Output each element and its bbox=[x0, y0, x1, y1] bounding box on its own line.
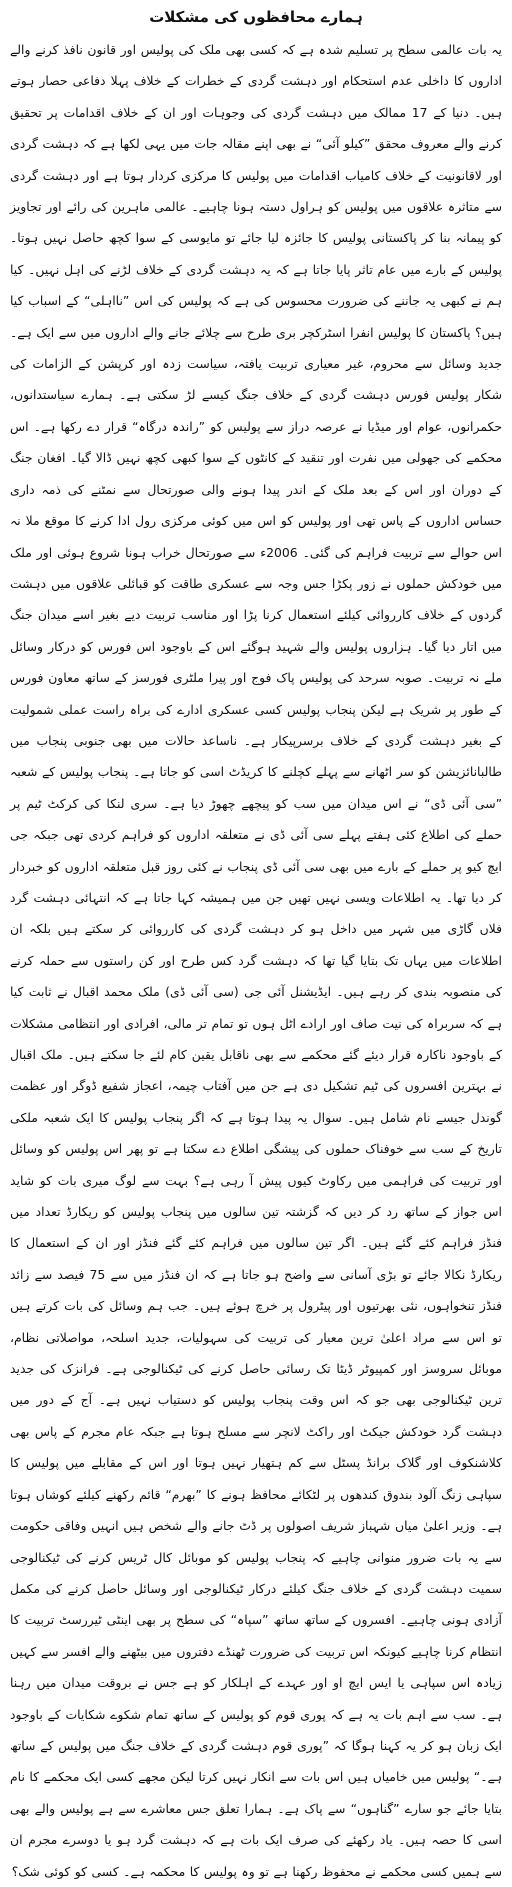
article-body: یہ بات عالمی سطح پر تسلیم شدہ ہے کہ کسی بھی ملک کی پولیس اور قانون نافذ کرنے والے اداروں کا داخلی عدم استحکام اور دہشت گردی کے خطرات کے خلاف پہلا دفاعی حصار ہوتے ہیں۔ دنیا کے 17 ممالک میں دہشت گردی کی وجوہات اور ان کے خلاف اقدامات پر تحقیق کرنے والے معروف محقق ”کیلو آئی“ نے بھی اپنے مقالہ جات میں یہی لکھا ہے کہ دہشت گردی اور لاقانونیت کے خلاف کامیاب اقدامات میں پولیس کا مرکزی کردار ہوتا ہے اور دہشت گردی سے متاثرہ علاقوں میں پولیس کو ہراول دستہ ہونا چاہیے۔ عالمی ماہرین کی رائے اور تجاویز کو پیمانہ بنا کر پاکستانی پولیس کا جائزہ لیا جائے تو مایوسی کے سوا کچھ حاصل نہیں ہوتا۔ پولیس کے بارے میں عام تاثر پایا جاتا ہے کہ یہ دہشت گردی کے خلاف لڑنے کی اہل نہیں۔ کیا ہم نے کبھی یہ جاننے کی ضرورت محسوس کی ہے کہ پولیس کی اس ”نااہلی“ کے اسباب کیا ہیں؟ پاکستان کا پولیس انفرا اسٹرکچر بری طرح سے چلائے جانے والے اداروں میں سے ایک ہے۔ جدید وسائل سے محروم، غیر معیاری تربیت یافتہ، سیاست زدہ اور کرپشن کے الزامات کی شکار پولیس فورس دہشت گردی کے خلاف جنگ کیسے لڑ سکتی ہے۔ ہمارے سیاستدانوں، حکمرانوں، عوام اور میڈیا نے عرصہ دراز سے پولیس کو ”راندہ درگاہ“ قرار دے رکھا ہے۔ اس محکمے کی جھولی میں نفرت اور تنقید کے کانٹوں کے سوا کبھی کچھ نہیں ڈالا گیا۔ افغان جنگ کے دوران اور اس کے بعد ملک کے اندر پیدا ہونے والی صورتحال سے نمٹنے کی ذمہ داری حساس اداروں کے پاس تھی اور پولیس کو اس میں کوئی مرکزی رول ادا کرنے کا موقع ملا نہ اس حوالے سے تربیت فراہم کی گئی۔ 2006ء سے صورتحال خراب ہونا شروع ہوئی اور ملک میں خودکش حملوں نے زور پکڑا جس وجہ سے عسکری طاقت کو قبائلی علاقوں میں دہشت گردوں کے خلاف کارروائی کیلئے استعمال کرنا پڑا اور مناسب تربیت دیے بغیر اسے میدان جنگ میں اتار دیا گیا۔ ہزاروں پولیس والے شہید ہوگئے اس کے باوجود اس فورس کو درکار وسائل ملے نہ تربیت۔ صوبہ سرحد کی پولیس پاک فوج اور پیرا ملٹری فورسز کے ساتھ معاون فورس کے طور پر شریک ہے لیکن پنجاب پولیس کسی عسکری ادارے کی براہ راست عملی شمولیت کے بغیر دہشت گردی کے خلاف برسرپیکار ہے۔ ناساعد حالات میں بھی جنوبی پنجاب میں طالبانائزیشن کو سر اٹھانے سے پہلے کچلنے کا کریڈٹ اسی کو جاتا ہے۔ پنجاب پولیس کے شعبہ ”سی آئی ڈی“ نے اس میدان میں سب کو پیچھے چھوڑ دیا ہے۔ سری لنکا کی کرکٹ ٹیم پر حملے کی اطلاع کئی ہفتے پہلے سی آئی ڈی نے متعلقہ اداروں کو فراہم کردی تھی جبکہ جی ایچ کیو پر حملے کے بارے میں بھی سی آئی ڈی پنجاب نے کئی روز قبل متعلقہ اداروں کو خبردار کر دیا تھا۔ یہ اطلاعات ویسی نہیں تھیں جن میں ہمیشہ کہا جاتا ہے کہ انتہائی دہشت گرد فلاں گاڑی میں شہر میں داخل ہو کر دہشت گردی کی کارروائی کر سکتے ہیں بلکہ ان اطلاعات میں یہاں تک بتایا گیا تھا کہ دہشت گرد کس طرح اور کن راستوں سے حملہ کرنے کی منصوبہ بندی کر رہے ہیں۔ ایڈیشنل آئی جی (سی آئی ڈی) ملک محمد اقبال نے ثابت کیا ہے کہ سربراہ کی نیت صاف اور ارادے اٹل ہوں تو تمام تر مالی، افرادی اور انتظامی مشکلات کے باوجود ناکارہ قرار دیئے گئے محکمے سے بھی ناقابل یقین کام لئے جا سکتے ہیں۔ ملک اقبال نے بہترین افسروں کی ٹیم تشکیل دی ہے جن میں آفتاب چیمہ، اعجاز شفیع ڈوگر اور عظمت گوندل جیسے نام شامل ہیں۔ سوال یہ پیدا ہوتا ہے کہ اگر پنجاب پولیس کا ایک شعبہ ملکی تاریخ کے سب سے خوفناک حملوں کی پیشگی اطلاع دے سکتا ہے تو پھر اس پولیس کو وسائل اور تربیت کی فراہمی میں رکاوٹ کیوں پیش آ رہی ہے؟ بہت سے لوگ میری بات کو شاید اس جواز کے ساتھ رد کر دیں کہ گزشتہ تین سالوں میں پنجاب پولیس کو ریکارڈ تعداد میں فنڈز فراہم کئے گئے ہیں۔ اگر تین سالوں میں فراہم کئے گئے فنڈز اور ان کے استعمال کا ریکارڈ نکالا جائے تو بڑی آسانی سے واضح ہو جاتا ہے کہ ان فنڈز میں سے 75 فیصد سے زائد فنڈز تنخواہوں، نئی بھرتیوں اور پیٹرول پر خرچ ہوئے ہیں۔ جب ہم وسائل کی بات کرتے ہیں تو اس سے مراد اعلیٰ ترین معیار کی تربیت کی سہولیات، جدید اسلحہ، مواصلاتی نظام، موبائل سروسز اور کمپیوٹر ڈیٹا تک رسائی حاصل کرنے کی ٹیکنالوجی ہے۔ فرانزک کی جدید ترین ٹیکنالوجی بھی جو کہ اس وقت پنجاب پولیس کو دستیاب نہیں ہے۔ آج کے دور میں دہشت گرد خودکش جیکٹ اور راکٹ لانچر سے مسلح ہوتا ہے جبکہ عام مجرم کے پاس بھی کلاشنکوف اور گلاک برانڈ پسٹل سے کم ہتھیار نہیں ہوتا اور اس کے مقابلے میں پولیس کا سپاہی زنگ آلود بندوق کندھوں پر لٹکائے محافظ ہونے کا ”بھرم“ قائم رکھنے کیلئے کوشاں ہوتا ہے۔ وزیر اعلیٰ میاں شہباز شریف اصولوں پر ڈٹ جانے والے شخص ہیں انہیں وفاقی حکومت سے یہ بات ضرور منوانی چاہیے کہ پنجاب پولیس کو موبائل کال ٹریس کرنے کی ٹیکنالوجی سمیت دہشت گردی کے خلاف جنگ کیلئے درکار ٹیکنالوجی اور وسائل حاصل کرنے کی مکمل آزادی ہونی چاہیے۔ افسروں کے ساتھ ساتھ ”سپاہ“ کی سطح پر بھی اینٹی ٹیررسٹ تربیت کا انتظام کرنا چاہیے کیونکہ اس تربیت کی ضرورت ٹھنڈے دفتروں میں بیٹھنے والے افسر سے کہیں زیادہ اس سپاہی یا ایس ایچ او اور عہدے کے اہلکار کو ہے جس نے بروقت میدان میں رہنا ہے۔ سب سے اہم بات یہ ہے کہ پوری قوم کو پولیس کے ساتھ تمام شکوے شکایات کے باوجود ایک زبان ہو کر یہ کہنا ہوگا کہ ”پوری قوم دہشت گردی کے خلاف جنگ میں پولیس کے ساتھ ہے۔“ پولیس میں خامیاں ہیں اس بات سے انکار نہیں کرتا لیکن مجھے کسی ایک محکمے کا نام بتایا جائے جو سارے ”گناہوں“ سے پاک ہے۔ ہمارا تعلق جس معاشرے سے ہے پولیس والے بھی اسی کا حصہ ہیں۔ یاد رکھئے کی صرف ایک بات ہے کہ دہشت گرد ہو یا دوسرے مجرم ان سے ہمیں کسی محکمے نے محفوظ رکھنا ہے تو وہ پولیس کا محکمہ ہے۔ کسی کو کوئی شک؟ bbox=[10, 42, 503, 1879]
article-headline: ہمارے محافظوں کی مشکلات bbox=[149, 8, 363, 26]
